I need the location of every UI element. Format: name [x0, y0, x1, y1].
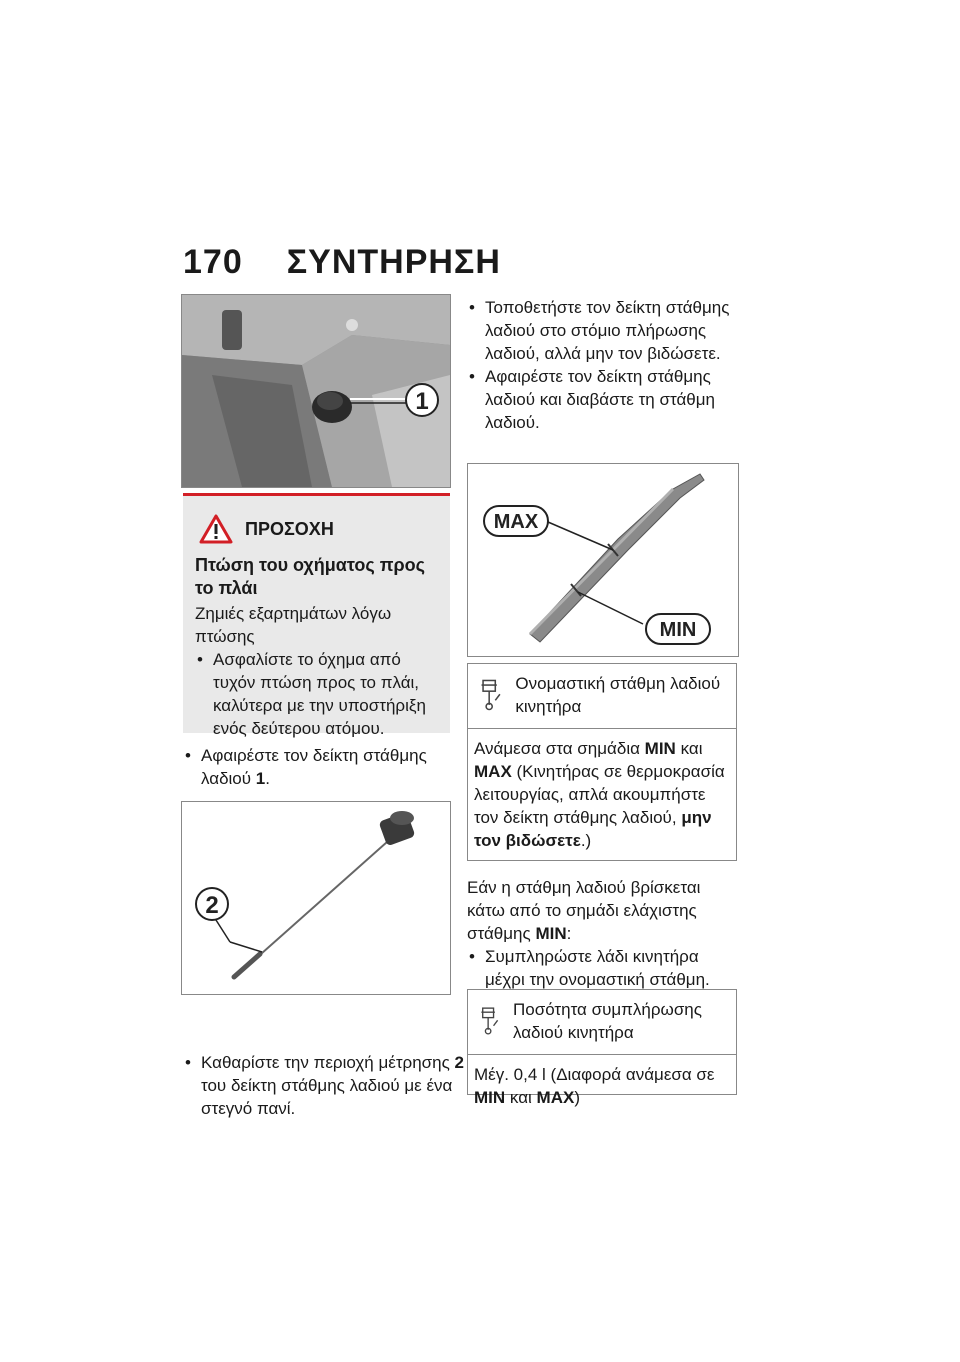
low-level-text-2: :	[566, 924, 572, 943]
step1-ref: 1	[255, 769, 266, 788]
chapter-title: ΣΥΝΤΗΡΗΣΗ	[286, 243, 501, 281]
warning-box	[183, 493, 450, 738]
warning-triangle-icon	[199, 514, 233, 544]
step-insert-dipstick: • Τοποθετήστε τον δείκτη στάθμης λαδιού στο στόμιο πλήρωσης λαδιού, αλλά μην τον βιδώσετε.	[467, 296, 737, 365]
spec2-text-2: και	[509, 1088, 532, 1107]
spec-table-nominal-level	[467, 663, 737, 861]
spec-table-fill-quantity	[467, 989, 737, 1107]
warning-subtitle: Πτώση του οχήματος προς το πλάι	[195, 555, 425, 598]
spec-table-1-header	[468, 664, 736, 729]
step1-text: Αφαιρέστε τον δείκτη στάθμης λαδιού	[201, 746, 427, 788]
warning-consequence: Ζημιές εξαρτημάτων λόγω πτώσης	[195, 604, 392, 646]
step-remove-dipstick	[183, 744, 466, 790]
oil-filler-illustration	[182, 295, 450, 487]
page-header	[183, 243, 501, 282]
figure-dipstick-marks	[467, 463, 739, 657]
dipstick-marks-illustration	[468, 464, 738, 656]
step2-text-b: του δείκτη στάθμης λαδιού με ένα στεγνό πανί.	[201, 1076, 453, 1118]
spec1-max: MAX	[474, 762, 512, 781]
spec1-text-3: (Κινητήρας σε θερμοκρασία λειτουργίας, απλά ακουμπήστε τον δείκτη στάθμης λαδιού,	[474, 762, 725, 827]
callout-2: 2	[205, 892, 219, 919]
spec2-text-1: Μέγ. 0,4 l (Διαφορά ανάμεσα σε	[474, 1065, 715, 1084]
warning-heading: ΠΡΟΣΟΧΗ	[245, 518, 334, 539]
engine-piston-icon	[480, 672, 501, 718]
figure-dipstick	[181, 801, 451, 995]
step-top-up-oil: • Συμπληρώστε λάδι κινητήρα μέχρι την ονομαστική στάθμη.	[467, 945, 739, 991]
low-level-section	[467, 876, 739, 991]
label-max: MAX	[493, 511, 539, 533]
engine-piston-icon	[480, 998, 499, 1044]
spec-table-2-title: Ποσότητα συμπλήρωσης λαδιού κινητήρα	[512, 1000, 702, 1042]
spec-table-1-body	[468, 729, 736, 860]
spec2-max: MAX	[536, 1088, 575, 1107]
spec1-text-1: Ανάμεσα στα σημάδια	[474, 739, 640, 758]
spec1-min: MIN	[644, 739, 676, 758]
spec1-text-2: και	[680, 739, 703, 758]
label-min: MIN	[659, 619, 697, 641]
dipstick-illustration	[182, 802, 450, 994]
step2-text-a: Καθαρίστε την περιοχή μέτρησης	[201, 1053, 450, 1072]
figure-oil-filler-photo	[181, 294, 451, 488]
page-number: 170	[183, 243, 243, 281]
low-level-text-1: Εάν η στάθμη λαδιού βρίσκεται κάτω από το σημάδι ελάχιστης στάθμης	[467, 878, 701, 943]
step2-ref: 2	[454, 1053, 465, 1072]
right-steps	[467, 296, 737, 434]
warning-heading-row	[199, 514, 442, 544]
spec-table-1-title: Ονομαστική στάθμη λαδιού κινητήρα	[515, 674, 721, 716]
spec1-text-4: .)	[580, 831, 592, 850]
warning-bullet: • Ασφαλίστε το όχημα από τυχόν πτώση προς το πλάι, καλύτερα με την υποστήριξη ενός δεύτερου ατόμου.	[195, 648, 442, 740]
spec-table-2-body	[468, 1055, 736, 1117]
step-clean-dipstick	[183, 1051, 466, 1120]
step-read-level: • Αφαιρέστε τον δείκτη στάθμης λαδιού και διαβάστε τη στάθμη λαδιού.	[467, 365, 737, 434]
low-level-text	[467, 876, 739, 945]
callout-1: 1	[415, 388, 429, 415]
spec1-bold-end: μην τον βιδώσετε	[474, 808, 712, 850]
spec-table-2-header	[468, 990, 736, 1055]
low-level-min: MIN	[535, 924, 567, 943]
spec2-min: MIN	[474, 1088, 506, 1107]
spec2-text-3: )	[574, 1088, 580, 1107]
step1-end: .	[265, 769, 270, 788]
